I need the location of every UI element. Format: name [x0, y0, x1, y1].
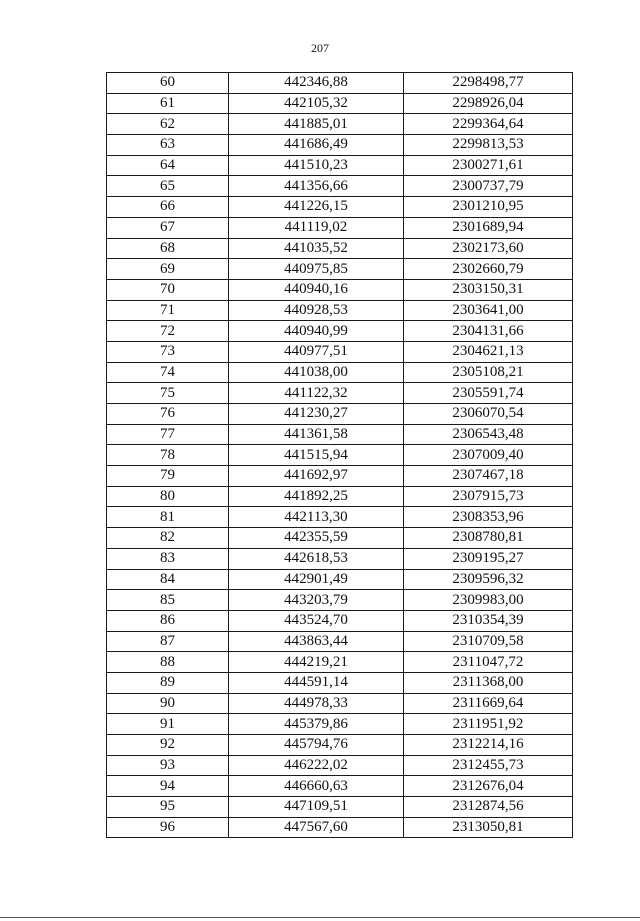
x-coordinate-cell: 440975,85: [229, 259, 404, 280]
table-row: [107, 569, 573, 590]
table-row: [107, 797, 573, 818]
table-row: [107, 610, 573, 631]
x-coordinate-cell: 441226,15: [229, 197, 404, 218]
point-number-cell: 70: [107, 279, 229, 300]
point-number-cell: 64: [107, 155, 229, 176]
y-coordinate-cell: 2307915,73: [404, 486, 573, 507]
x-coordinate-cell: 441885,01: [229, 114, 404, 135]
y-coordinate-cell: 2299813,53: [404, 135, 573, 156]
x-coordinate-cell: 440940,16: [229, 279, 404, 300]
table-row: [107, 424, 573, 445]
point-number-cell: 87: [107, 631, 229, 652]
table-row: [107, 631, 573, 652]
table-row: [107, 548, 573, 569]
table-row: [107, 300, 573, 321]
y-coordinate-cell: 2305591,74: [404, 383, 573, 404]
page-number: 207: [311, 41, 329, 55]
point-number-cell: 96: [107, 817, 229, 838]
y-coordinate-cell: 2308353,96: [404, 507, 573, 528]
table-row: [107, 466, 573, 487]
table-row: [107, 197, 573, 218]
x-coordinate-cell: 445794,76: [229, 735, 404, 756]
table-row: [107, 383, 573, 404]
y-coordinate-cell: 2310354,39: [404, 610, 573, 631]
x-coordinate-cell: 441038,00: [229, 362, 404, 383]
x-coordinate-cell: 440940,99: [229, 321, 404, 342]
y-coordinate-cell: 2309195,27: [404, 548, 573, 569]
y-coordinate-cell: 2306070,54: [404, 404, 573, 425]
table-row: [107, 93, 573, 114]
x-coordinate-cell: 443524,70: [229, 610, 404, 631]
point-number-cell: 83: [107, 548, 229, 569]
x-coordinate-cell: 445379,86: [229, 714, 404, 735]
y-coordinate-cell: 2304621,13: [404, 341, 573, 362]
point-number-cell: 65: [107, 176, 229, 197]
x-coordinate-cell: 444591,14: [229, 672, 404, 693]
table-row: [107, 486, 573, 507]
x-coordinate-cell: 440928,53: [229, 300, 404, 321]
x-coordinate-cell: 442346,88: [229, 73, 404, 94]
point-number-cell: 76: [107, 404, 229, 425]
point-number-cell: 95: [107, 797, 229, 818]
y-coordinate-cell: 2309596,32: [404, 569, 573, 590]
y-coordinate-cell: 2301210,95: [404, 197, 573, 218]
point-number-cell: 62: [107, 114, 229, 135]
point-number-cell: 90: [107, 693, 229, 714]
point-number-cell: 84: [107, 569, 229, 590]
point-number-cell: 73: [107, 341, 229, 362]
y-coordinate-cell: 2300271,61: [404, 155, 573, 176]
table-row: [107, 445, 573, 466]
x-coordinate-cell: 442618,53: [229, 548, 404, 569]
y-coordinate-cell: 2309983,00: [404, 590, 573, 611]
x-coordinate-cell: 442113,30: [229, 507, 404, 528]
y-coordinate-cell: 2306543,48: [404, 424, 573, 445]
point-number-cell: 92: [107, 735, 229, 756]
y-coordinate-cell: 2312874,56: [404, 797, 573, 818]
point-number-cell: 69: [107, 259, 229, 280]
y-coordinate-cell: 2298498,77: [404, 73, 573, 94]
point-number-cell: 80: [107, 486, 229, 507]
x-coordinate-cell: 442901,49: [229, 569, 404, 590]
point-number-cell: 72: [107, 321, 229, 342]
y-coordinate-cell: 2300737,79: [404, 176, 573, 197]
x-coordinate-cell: 443863,44: [229, 631, 404, 652]
y-coordinate-cell: 2303641,00: [404, 300, 573, 321]
table-row: [107, 217, 573, 238]
point-number-cell: 85: [107, 590, 229, 611]
table-row: [107, 755, 573, 776]
table-row: [107, 817, 573, 838]
y-coordinate-cell: 2312676,04: [404, 776, 573, 797]
y-coordinate-cell: 2307009,40: [404, 445, 573, 466]
x-coordinate-cell: 441356,66: [229, 176, 404, 197]
coordinates-table-body: [107, 73, 573, 838]
table-row: [107, 528, 573, 549]
y-coordinate-cell: 2311669,64: [404, 693, 573, 714]
table-row: [107, 672, 573, 693]
x-coordinate-cell: 447109,51: [229, 797, 404, 818]
y-coordinate-cell: 2303150,31: [404, 279, 573, 300]
x-coordinate-cell: 446660,63: [229, 776, 404, 797]
y-coordinate-cell: 2311951,92: [404, 714, 573, 735]
y-coordinate-cell: 2311368,00: [404, 672, 573, 693]
table-row: [107, 693, 573, 714]
table-row: [107, 259, 573, 280]
x-coordinate-cell: 443203,79: [229, 590, 404, 611]
table-row: [107, 114, 573, 135]
table-row: [107, 155, 573, 176]
y-coordinate-cell: 2308780,81: [404, 528, 573, 549]
table-row: [107, 714, 573, 735]
x-coordinate-cell: 441361,58: [229, 424, 404, 445]
x-coordinate-cell: 441510,23: [229, 155, 404, 176]
y-coordinate-cell: 2307467,18: [404, 466, 573, 487]
point-number-cell: 88: [107, 652, 229, 673]
point-number-cell: 81: [107, 507, 229, 528]
y-coordinate-cell: 2311047,72: [404, 652, 573, 673]
point-number-cell: 63: [107, 135, 229, 156]
x-coordinate-cell: 442355,59: [229, 528, 404, 549]
x-coordinate-cell: 444219,21: [229, 652, 404, 673]
point-number-cell: 67: [107, 217, 229, 238]
x-coordinate-cell: 447567,60: [229, 817, 404, 838]
table-row: [107, 176, 573, 197]
point-number-cell: 77: [107, 424, 229, 445]
point-number-cell: 75: [107, 383, 229, 404]
point-number-cell: 71: [107, 300, 229, 321]
table-row: [107, 590, 573, 611]
table-row: [107, 362, 573, 383]
point-number-cell: 89: [107, 672, 229, 693]
x-coordinate-cell: 441692,97: [229, 466, 404, 487]
point-number-cell: 91: [107, 714, 229, 735]
table-row: [107, 507, 573, 528]
y-coordinate-cell: 2299364,64: [404, 114, 573, 135]
table-row: [107, 321, 573, 342]
point-number-cell: 78: [107, 445, 229, 466]
y-coordinate-cell: 2312455,73: [404, 755, 573, 776]
x-coordinate-cell: 441686,49: [229, 135, 404, 156]
point-number-cell: 60: [107, 73, 229, 94]
point-number-cell: 82: [107, 528, 229, 549]
y-coordinate-cell: 2312214,16: [404, 735, 573, 756]
y-coordinate-cell: 2302173,60: [404, 238, 573, 259]
y-coordinate-cell: 2305108,21: [404, 362, 573, 383]
table-row: [107, 341, 573, 362]
y-coordinate-cell: 2313050,81: [404, 817, 573, 838]
y-coordinate-cell: 2310709,58: [404, 631, 573, 652]
point-number-cell: 68: [107, 238, 229, 259]
point-number-cell: 74: [107, 362, 229, 383]
x-coordinate-cell: 441119,02: [229, 217, 404, 238]
coordinates-table: [106, 72, 573, 838]
point-number-cell: 94: [107, 776, 229, 797]
x-coordinate-cell: 441035,52: [229, 238, 404, 259]
table-row: [107, 776, 573, 797]
x-coordinate-cell: 444978,33: [229, 693, 404, 714]
point-number-cell: 79: [107, 466, 229, 487]
y-coordinate-cell: 2301689,94: [404, 217, 573, 238]
point-number-cell: 66: [107, 197, 229, 218]
table-row: [107, 652, 573, 673]
point-number-cell: 61: [107, 93, 229, 114]
y-coordinate-cell: 2304131,66: [404, 321, 573, 342]
table-row: [107, 404, 573, 425]
x-coordinate-cell: 441515,94: [229, 445, 404, 466]
table-row: [107, 135, 573, 156]
x-coordinate-cell: 446222,02: [229, 755, 404, 776]
table-row: [107, 735, 573, 756]
point-number-cell: 86: [107, 610, 229, 631]
y-coordinate-cell: 2298926,04: [404, 93, 573, 114]
table-row: [107, 279, 573, 300]
table-row: [107, 73, 573, 94]
x-coordinate-cell: 440977,51: [229, 341, 404, 362]
table-row: [107, 238, 573, 259]
bottom-edge-line: [0, 917, 640, 918]
point-number-cell: 93: [107, 755, 229, 776]
x-coordinate-cell: 441122,32: [229, 383, 404, 404]
x-coordinate-cell: 442105,32: [229, 93, 404, 114]
x-coordinate-cell: 441892,25: [229, 486, 404, 507]
y-coordinate-cell: 2302660,79: [404, 259, 573, 280]
x-coordinate-cell: 441230,27: [229, 404, 404, 425]
